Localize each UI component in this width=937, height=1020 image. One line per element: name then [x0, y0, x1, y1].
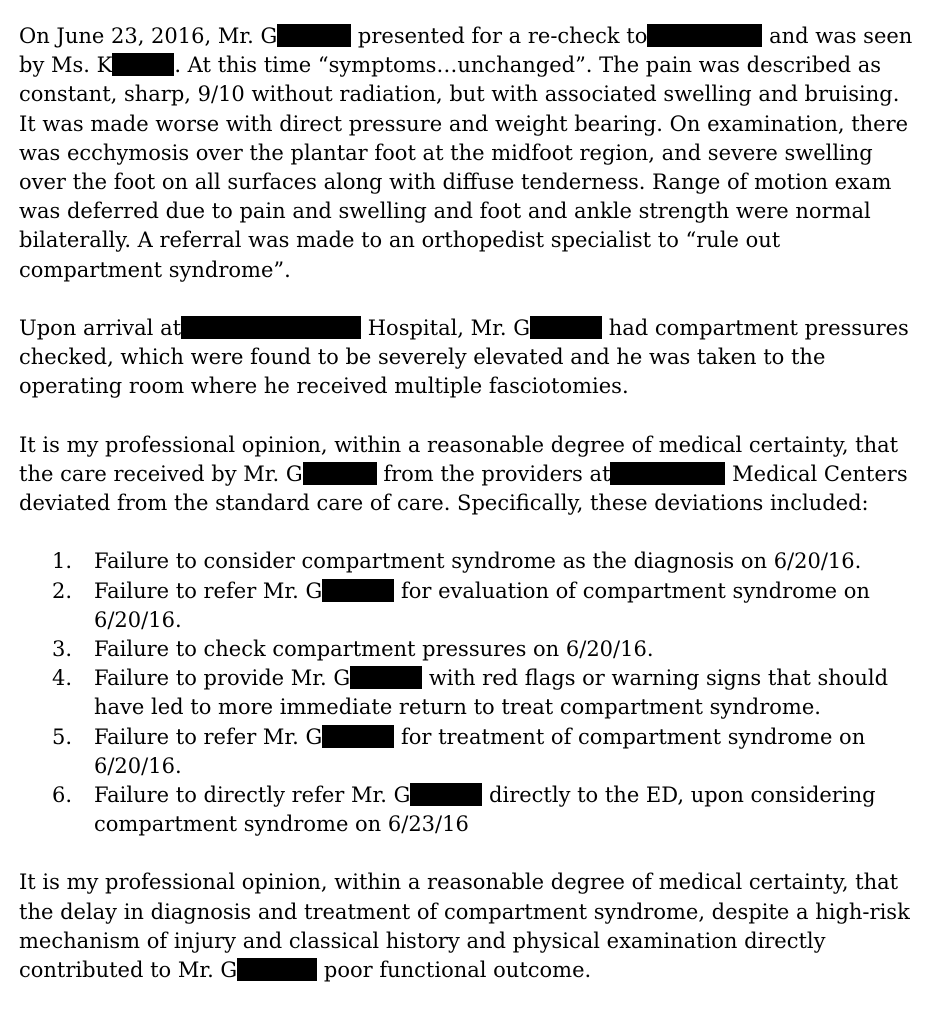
text: presented for a re-check to: [357, 24, 648, 48]
paragraph-opinion-1: [19, 431, 919, 519]
text-line: over the foot on all surfaces along with diffuse tenderness. Range of motion exam: [19, 169, 892, 194]
text-line: bilaterally. A referral was made to an orthopedist specialist to “rule out: [19, 228, 781, 253]
text: Upon arrival at: [19, 315, 182, 340]
text-line: It is my professional opinion, within a reasonable degree of medical certainty, that: [19, 870, 899, 895]
text: Failure to provide Mr. G: [94, 666, 351, 691]
list-text: [94, 781, 876, 810]
list-number: 1.: [52, 549, 73, 574]
paragraph-gap: [19, 401, 919, 430]
paragraph-opinion-2: [19, 868, 919, 985]
deviations-list: [19, 547, 919, 839]
redaction-bar: [322, 725, 394, 748]
text: with red flags or warning signs that should: [428, 666, 889, 691]
list-item: [19, 577, 919, 606]
text: Hospital, Mr. G: [367, 315, 531, 340]
text: directly to the ED, upon considering: [489, 782, 876, 807]
list-text-continued: have led to more immediate return to treat compartment syndrome.: [94, 695, 821, 720]
text-line: was deferred due to pain and swelling and foot and ankle strength were normal: [19, 199, 871, 224]
text-line: [19, 51, 919, 80]
list-text-continued: compartment syndrome on 6/23/16: [94, 812, 469, 837]
redaction-bar: [112, 53, 174, 76]
text-line: compartment syndrome”.: [19, 257, 291, 282]
text-line: checked, which were found to be severely elevated and he was taken to the: [19, 345, 826, 370]
text-line: deviated from the standard care of care. Specifically, these deviations included:: [19, 491, 869, 515]
text: Medical Centers: [732, 461, 908, 486]
text-line: [19, 314, 919, 343]
list-number: 4.: [52, 666, 73, 691]
list-text: [94, 723, 865, 752]
list-number: 5.: [52, 724, 73, 749]
text-line: operating room where he received multiple fasciotomies.: [19, 374, 629, 399]
text: for treatment of compartment syndrome on: [400, 724, 866, 749]
redaction-bar: [181, 316, 361, 339]
paragraph-recheck: [19, 22, 919, 285]
text-line: [19, 460, 919, 489]
list-text: [94, 577, 870, 606]
redaction-bar: [322, 579, 394, 602]
list-text-continued: 6/20/16.: [94, 607, 182, 632]
list-item: [19, 635, 919, 664]
list-number: 3.: [52, 636, 73, 661]
text: the care received by Mr. G: [19, 461, 303, 486]
redaction-bar: [530, 316, 602, 339]
redaction-bar: [610, 462, 725, 485]
text: by Ms. K: [19, 53, 113, 78]
redaction-bar: [647, 24, 762, 47]
list-item: [19, 723, 919, 752]
list-item: [19, 547, 919, 576]
text: from the providers at: [383, 461, 611, 486]
text: On June 23, 2016, Mr. G: [19, 24, 278, 48]
paragraph-gap: [19, 285, 919, 314]
redaction-bar: [350, 666, 422, 689]
text: Failure to refer Mr. G: [94, 578, 323, 603]
text-line: constant, sharp, 9/10 without radiation, but with associated swelling and bruising.: [19, 82, 900, 107]
redaction-bar: [303, 462, 377, 485]
text: . At this time “symptoms…unchanged”. The pain was described as: [174, 53, 882, 78]
paragraph-hospital: [19, 314, 919, 402]
text: contributed to Mr. G: [19, 958, 238, 982]
list-text: Failure to consider compartment syndrome as the diagnosis on 6/20/16.: [94, 549, 862, 574]
text: Failure to refer Mr. G: [94, 724, 323, 749]
text-line: It is my professional opinion, within a reasonable degree of medical certainty, that: [19, 432, 899, 457]
text-line: It was made worse with direct pressure and weight bearing. On examination, there: [19, 111, 909, 136]
text: Failure to directly refer Mr. G: [94, 782, 411, 807]
text: poor functional outcome.: [323, 958, 592, 982]
list-item: [19, 664, 919, 693]
text-line: mechanism of injury and classical history and physical examination directly: [19, 928, 826, 953]
text-line: the delay in diagnosis and treatment of compartment syndrome, despite a high-risk: [19, 899, 910, 924]
paragraph-gap: [19, 839, 919, 868]
text-line: [19, 956, 919, 985]
redaction-bar: [277, 24, 351, 47]
list-text: [94, 664, 888, 693]
text: for evaluation of compartment syndrome on: [400, 578, 870, 603]
list-number: 2.: [52, 578, 73, 603]
list-number: 6.: [52, 782, 73, 807]
text-line: [19, 22, 919, 51]
text: had compartment pressures: [608, 315, 909, 340]
list-text-continued: 6/20/16.: [94, 753, 182, 778]
redaction-bar: [410, 783, 482, 806]
document-page: [19, 22, 919, 985]
text-line: was ecchymosis over the plantar foot at the midfoot region, and severe swelling: [19, 140, 873, 165]
text: and was seen: [769, 24, 913, 48]
list-text: Failure to check compartment pressures on 6/20/16.: [94, 636, 654, 661]
paragraph-gap: [19, 518, 919, 547]
redaction-bar: [237, 958, 317, 981]
list-item: [19, 781, 919, 810]
